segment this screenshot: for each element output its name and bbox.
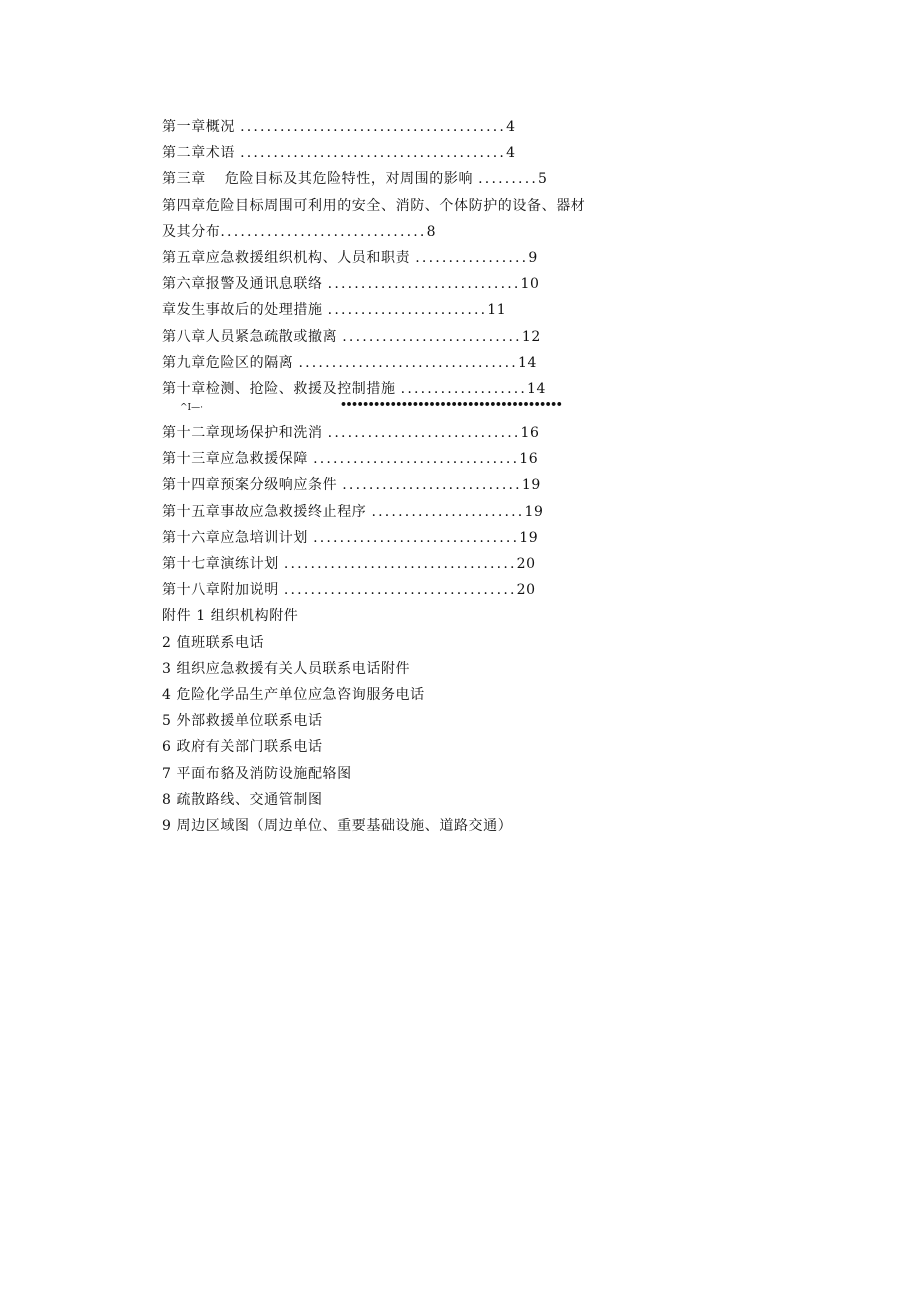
toc-page-number: 19 <box>524 503 544 520</box>
toc-entry-chapter-11-garbled <box>162 398 622 420</box>
toc-entry-chapter-1[interactable] <box>162 114 622 140</box>
toc-entry-prefix: 第三章 <box>162 171 206 188</box>
toc-entry-chapter-4-line-2[interactable] <box>162 219 622 245</box>
table-of-contents <box>162 114 622 839</box>
toc-entry-title: 第十七章演练计划 <box>162 556 279 572</box>
appendix-item[interactable]: 5 外部救援单位联系电话 <box>162 713 323 730</box>
toc-leader-dots: ............................. <box>327 425 521 442</box>
toc-entry-chapter-14[interactable] <box>162 472 622 498</box>
appendix-item[interactable]: 7 平面布貉及消防设施配辂图 <box>162 765 352 782</box>
toc-page-number: 20 <box>516 582 536 599</box>
toc-entry-chapter-17[interactable] <box>162 551 622 577</box>
toc-leader-dots: ................... <box>400 380 528 397</box>
appendix-item[interactable]: 4 危险化学品生产单位应急咨询服务电话 <box>162 686 425 703</box>
toc-page-number: 9 <box>528 249 538 266</box>
toc-entry-title: 第十章检测、抢险、救援及控制措施 <box>162 380 396 397</box>
toc-page-number: 5 <box>538 171 548 188</box>
toc-page-number: 8 <box>426 223 437 240</box>
toc-entry-chapter-16[interactable] <box>162 525 622 551</box>
appendix-item[interactable]: 9 周边区域图（周边单位、重要基础设施、道路交通） <box>162 817 513 834</box>
toc-entry-title: 第八章人员紧急疏散或撤离 <box>162 328 338 345</box>
toc-leader-dots: ........................... <box>342 328 522 345</box>
toc-page-number: 16 <box>519 451 539 468</box>
toc-page-number: 19 <box>521 477 541 494</box>
toc-leader-dots: ........................................ <box>240 119 507 135</box>
toc-entry-title: 危险目标及其危险特性，对周围的影响 <box>224 171 474 188</box>
toc-entry-chapter-15[interactable] <box>162 499 622 525</box>
toc-page-number: 4 <box>506 119 516 135</box>
toc-entry-title: 第四章危险目标周围可利用的安全、消防、个体防护的设备、器材 <box>162 197 586 214</box>
toc-leader-dots: ........................................ <box>240 145 507 162</box>
toc-leader-dots: ................................. <box>298 354 518 371</box>
toc-leader-dots: ................................... <box>283 582 517 599</box>
toc-leader-dots: ................. <box>415 249 529 266</box>
appendix-item[interactable]: 6 政府有关部门联系电话 <box>162 739 323 756</box>
toc-entry-title: 第十四章预案分级响应条件 <box>162 477 338 494</box>
toc-page-number: 16 <box>520 425 540 442</box>
toc-entry-title-continued: 及其分布 <box>162 223 221 240</box>
toc-leader-dots: ........................ <box>327 302 488 319</box>
toc-entry-title: 第二章术语 <box>162 145 235 162</box>
appendix-item[interactable]: 8 疏散路线、交通管制图 <box>162 791 323 808</box>
toc-leader-dots: ............................... <box>313 451 520 468</box>
toc-entry-title: 章发生事故后的处理措施 <box>162 302 323 319</box>
toc-page-number: 11 <box>487 302 507 319</box>
toc-entry-chapter-4-line-1[interactable] <box>162 193 622 219</box>
toc-entry-chapter-6[interactable] <box>162 271 622 297</box>
toc-leader-dots: ....................... <box>371 503 525 520</box>
toc-entry-chapter-8[interactable] <box>162 324 622 350</box>
toc-page-number: 12 <box>521 328 541 345</box>
toc-entry-title: 第五章应急救援组织机构、人员和职责 <box>162 249 411 266</box>
toc-leader-dots: •••••••••••••••••••••••••••••••••••••••• <box>340 398 562 412</box>
toc-entry-chapter-5[interactable] <box>162 245 622 271</box>
toc-entry-chapter-13[interactable] <box>162 446 622 472</box>
toc-entry-title: 第十三章应急救援保障 <box>162 451 308 468</box>
toc-entry-title: 第六章报警及通讯息联络 <box>162 276 323 293</box>
toc-leader-dots: ............................... <box>220 223 427 240</box>
garbled-text-fragment: ^I—· <box>180 403 203 414</box>
toc-page-number: 20 <box>516 556 536 572</box>
toc-page-number: 10 <box>520 276 540 293</box>
toc-page-number: 19 <box>519 529 539 546</box>
toc-entry-title: 第十二章现场保护和洗消 <box>162 425 323 442</box>
toc-entry-title: 第十五章事故应急救援终止程序 <box>162 503 367 520</box>
toc-entry-title: 第九章危险区的隔离 <box>162 354 294 371</box>
toc-page-number: 4 <box>506 145 516 162</box>
appendix-item[interactable]: 附件 1 组织机构附件 <box>162 608 299 625</box>
appendix-item[interactable]: 3 组织应急救援有关人员联系电话附件 <box>162 660 411 677</box>
toc-entry-title: 第十六章应急培训计划 <box>162 529 308 546</box>
toc-entry-chapter-7[interactable] <box>162 297 622 323</box>
appendix-item[interactable]: 2 值班联系电话 <box>162 634 265 651</box>
toc-leader-dots: ............................... <box>313 529 520 546</box>
toc-entry-chapter-12[interactable] <box>162 420 622 446</box>
toc-leader-dots: ................................... <box>283 556 517 572</box>
toc-leader-dots: ............................. <box>327 276 521 293</box>
toc-entry-chapter-18[interactable] <box>162 577 622 603</box>
toc-leader-dots: ........................... <box>342 477 522 494</box>
toc-entry-title: 第十八章附加说明 <box>162 582 279 599</box>
toc-entry-title: 第一章概况 <box>162 119 235 135</box>
toc-entry-chapter-9[interactable] <box>162 350 622 376</box>
toc-entry-chapter-2[interactable] <box>162 140 622 166</box>
toc-entry-chapter-3[interactable] <box>162 166 622 192</box>
toc-leader-dots: ......... <box>478 171 538 188</box>
toc-page-number: 14 <box>527 380 547 397</box>
toc-page-number: 14 <box>517 354 537 371</box>
